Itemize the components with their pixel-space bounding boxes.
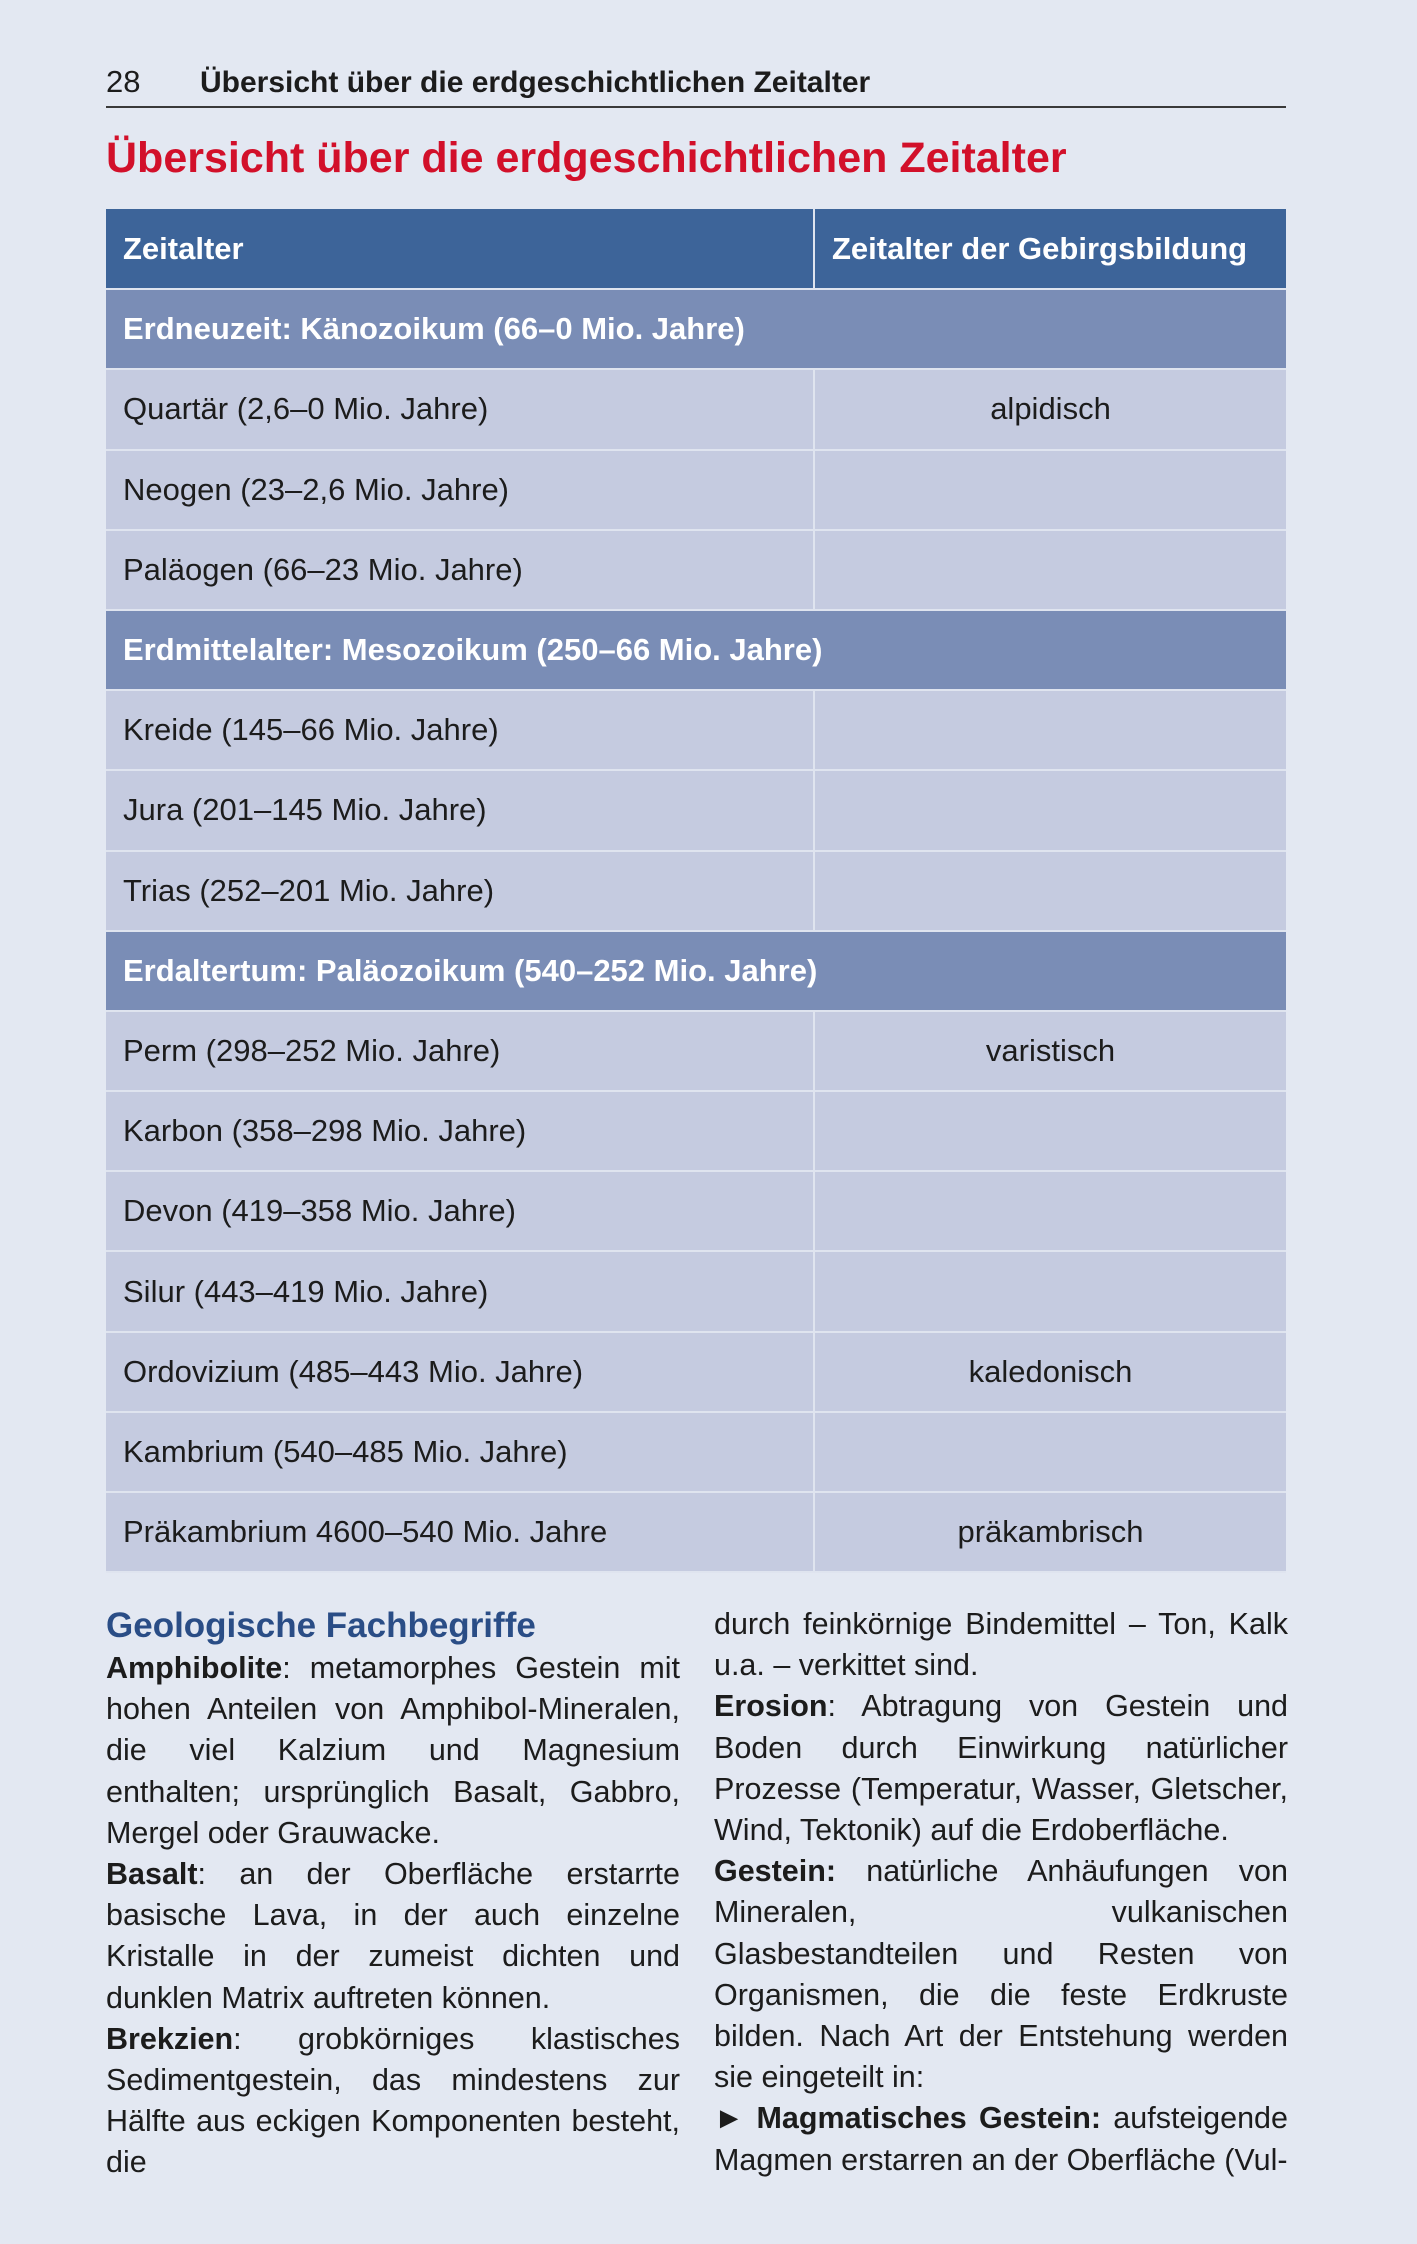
era-cell: Jura (201–145 Mio. Jahre) bbox=[106, 770, 814, 850]
era-cell: Quartär (2,6–0 Mio. Jahre) bbox=[106, 369, 814, 449]
orogeny-cell bbox=[814, 1091, 1286, 1171]
table-row bbox=[106, 1091, 1286, 1171]
orogeny-cell: varistisch bbox=[814, 1011, 1286, 1091]
table-row bbox=[106, 1251, 1286, 1331]
table-row bbox=[106, 1412, 1286, 1492]
glossary-definition: grobkörniges klastisches Sedimentgestein, das mindestens zur Hälfte aus eckigen Komponenten besteht, die bbox=[106, 2021, 680, 2180]
era-cell: Neogen (23–2,6 Mio. Jahre) bbox=[106, 450, 814, 530]
era-cell: Kreide (145–66 Mio. Jahre) bbox=[106, 690, 814, 770]
running-title: Übersicht über die erdgeschichtlichen Zeitalter bbox=[200, 66, 871, 99]
orogeny-cell bbox=[814, 1251, 1286, 1331]
orogeny-cell: alpidisch bbox=[814, 369, 1286, 449]
table-row bbox=[106, 1011, 1286, 1091]
arrow-bullet-icon: ► bbox=[714, 2101, 745, 2136]
era-group-label: Erdneuzeit: Känozoikum (66–0 Mio. Jahre) bbox=[106, 289, 1286, 369]
glossary-definition: Abtragung von Gestein und Boden durch Einwirkung natürlicher Prozesse (Temperatur, Wasser, Gletscher, Wind, Tektonik) auf die Erdoberfläche. bbox=[714, 1689, 1288, 1848]
eras-table bbox=[106, 209, 1286, 1573]
era-group-label: Erdmittelalter: Mesozoikum (250–66 Mio. Jahre) bbox=[106, 610, 1286, 690]
header-orogeny: Zeitalter der Gebirgsbildung bbox=[814, 209, 1286, 289]
era-cell: Silur (443–419 Mio. Jahre) bbox=[106, 1251, 814, 1331]
glossary-left-column bbox=[106, 1604, 680, 2184]
era-cell: Kambrium (540–485 Mio. Jahre) bbox=[106, 1412, 814, 1492]
orogeny-cell bbox=[814, 1171, 1286, 1251]
glossary-entry-gestein bbox=[714, 1851, 1288, 2098]
table-row bbox=[106, 530, 1286, 610]
era-group-label: Erdaltertum: Paläozoikum (540–252 Mio. Jahre) bbox=[106, 931, 1286, 1011]
glossary-definition: metamorphes Gestein mit hohen Anteilen von Amphibol-Mineralen, die viel Kalzium und Magnesium enthalten; ursprünglich Basalt, Gabbro, Mergel oder Grauwacke. bbox=[106, 1651, 680, 1850]
glossary-definition: natürliche Anhäufungen von Mineralen, vulkanischen Glasbestandteilen und Resten von Organismen, die die feste Erdkruste bilden. Nach Art der Entstehung werden sie eingeteilt in: bbox=[714, 1854, 1288, 2095]
era-cell: Präkambrium 4600–540 Mio. Jahre bbox=[106, 1492, 814, 1572]
glossary-definition: aufsteigende Magmen erstarren an der Oberfläche (Vul- bbox=[714, 2101, 1288, 2177]
glossary-term: Magmatisches Gestein: bbox=[756, 2101, 1102, 2136]
glossary-definition: an der Oberfläche erstarrte basische Lava, in der auch einzelne Kristalle in der zumeist dichten und dunklen Matrix auftreten können. bbox=[106, 1857, 680, 2015]
orogeny-cell: präkambrisch bbox=[814, 1492, 1286, 1572]
glossary-term: Brekzien bbox=[106, 2021, 234, 2056]
era-group-row bbox=[106, 610, 1286, 690]
glossary-continuation: durch feinkörnige Bindemittel – Ton, Kalk u.a. – verkittet sind. bbox=[714, 1607, 1288, 1683]
table-row bbox=[106, 690, 1286, 770]
era-cell: Ordovizium (485–443 Mio. Jahre) bbox=[106, 1332, 814, 1412]
glossary-entry-amphibolite: Amphibolite: metamorphes Gestein mit hohen Anteilen von Amphibol-Mineralen, die viel Kalzium und Magnesium enthalten; ursprünglich Basalt, Gabbro, Mergel oder Grauwacke. bbox=[106, 1651, 680, 1850]
table-row bbox=[106, 770, 1286, 850]
table-row bbox=[106, 450, 1286, 530]
table-row bbox=[106, 851, 1286, 931]
era-group-row bbox=[106, 289, 1286, 369]
glossary-entry-erosion: Erosion: Abtragung von Gestein und Boden durch Einwirkung natürlicher Prozesse (Temperatur, Wasser, Gletscher, Wind, Tektonik) auf die Erdoberfläche. bbox=[714, 1689, 1288, 1848]
page-title: Übersicht über die erdgeschichtlichen Zeitalter bbox=[106, 134, 1067, 182]
table-row bbox=[106, 1171, 1286, 1251]
era-cell: Paläogen (66–23 Mio. Jahre) bbox=[106, 530, 814, 610]
orogeny-cell bbox=[814, 770, 1286, 850]
era-group-row bbox=[106, 931, 1286, 1011]
orogeny-cell bbox=[814, 1412, 1286, 1492]
header-era: Zeitalter bbox=[106, 209, 814, 289]
orogeny-cell bbox=[814, 530, 1286, 610]
glossary-term: Basalt bbox=[106, 1857, 198, 1892]
era-cell: Devon (419–358 Mio. Jahre) bbox=[106, 1171, 814, 1251]
table-row bbox=[106, 1492, 1286, 1572]
era-cell: Karbon (358–298 Mio. Jahre) bbox=[106, 1091, 814, 1171]
page-number: 28 bbox=[106, 64, 141, 99]
glossary-bullet-magmatisch bbox=[714, 2098, 1288, 2180]
glossary-heading: Geologische Fachbegriffe bbox=[106, 1606, 536, 1645]
glossary-entry-basalt: Basalt: an der Oberfläche erstarrte basische Lava, in der auch einzelne Kristalle in der zumeist dichten und dunklen Matrix auftreten können. bbox=[106, 1857, 680, 2015]
glossary-right-column bbox=[714, 1604, 1288, 2181]
orogeny-cell: kaledonisch bbox=[814, 1332, 1286, 1412]
orogeny-cell bbox=[814, 690, 1286, 770]
running-head bbox=[106, 66, 1286, 108]
glossary-term: Erosion bbox=[714, 1689, 828, 1724]
era-cell: Perm (298–252 Mio. Jahre) bbox=[106, 1011, 814, 1091]
table-row bbox=[106, 369, 1286, 449]
glossary-term: Amphibolite bbox=[106, 1651, 283, 1685]
table-header-row bbox=[106, 209, 1286, 289]
glossary-term: Gestein: bbox=[714, 1854, 837, 1889]
era-cell: Trias (252–201 Mio. Jahre) bbox=[106, 851, 814, 931]
orogeny-cell bbox=[814, 450, 1286, 530]
table-row bbox=[106, 1332, 1286, 1412]
glossary-entry-brekzien: Brekzien: grobkörniges klastisches Sedimentgestein, das mindestens zur Hälfte aus eckigen Komponenten besteht, die bbox=[106, 2021, 680, 2180]
orogeny-cell bbox=[814, 851, 1286, 931]
table-body bbox=[106, 289, 1286, 1572]
